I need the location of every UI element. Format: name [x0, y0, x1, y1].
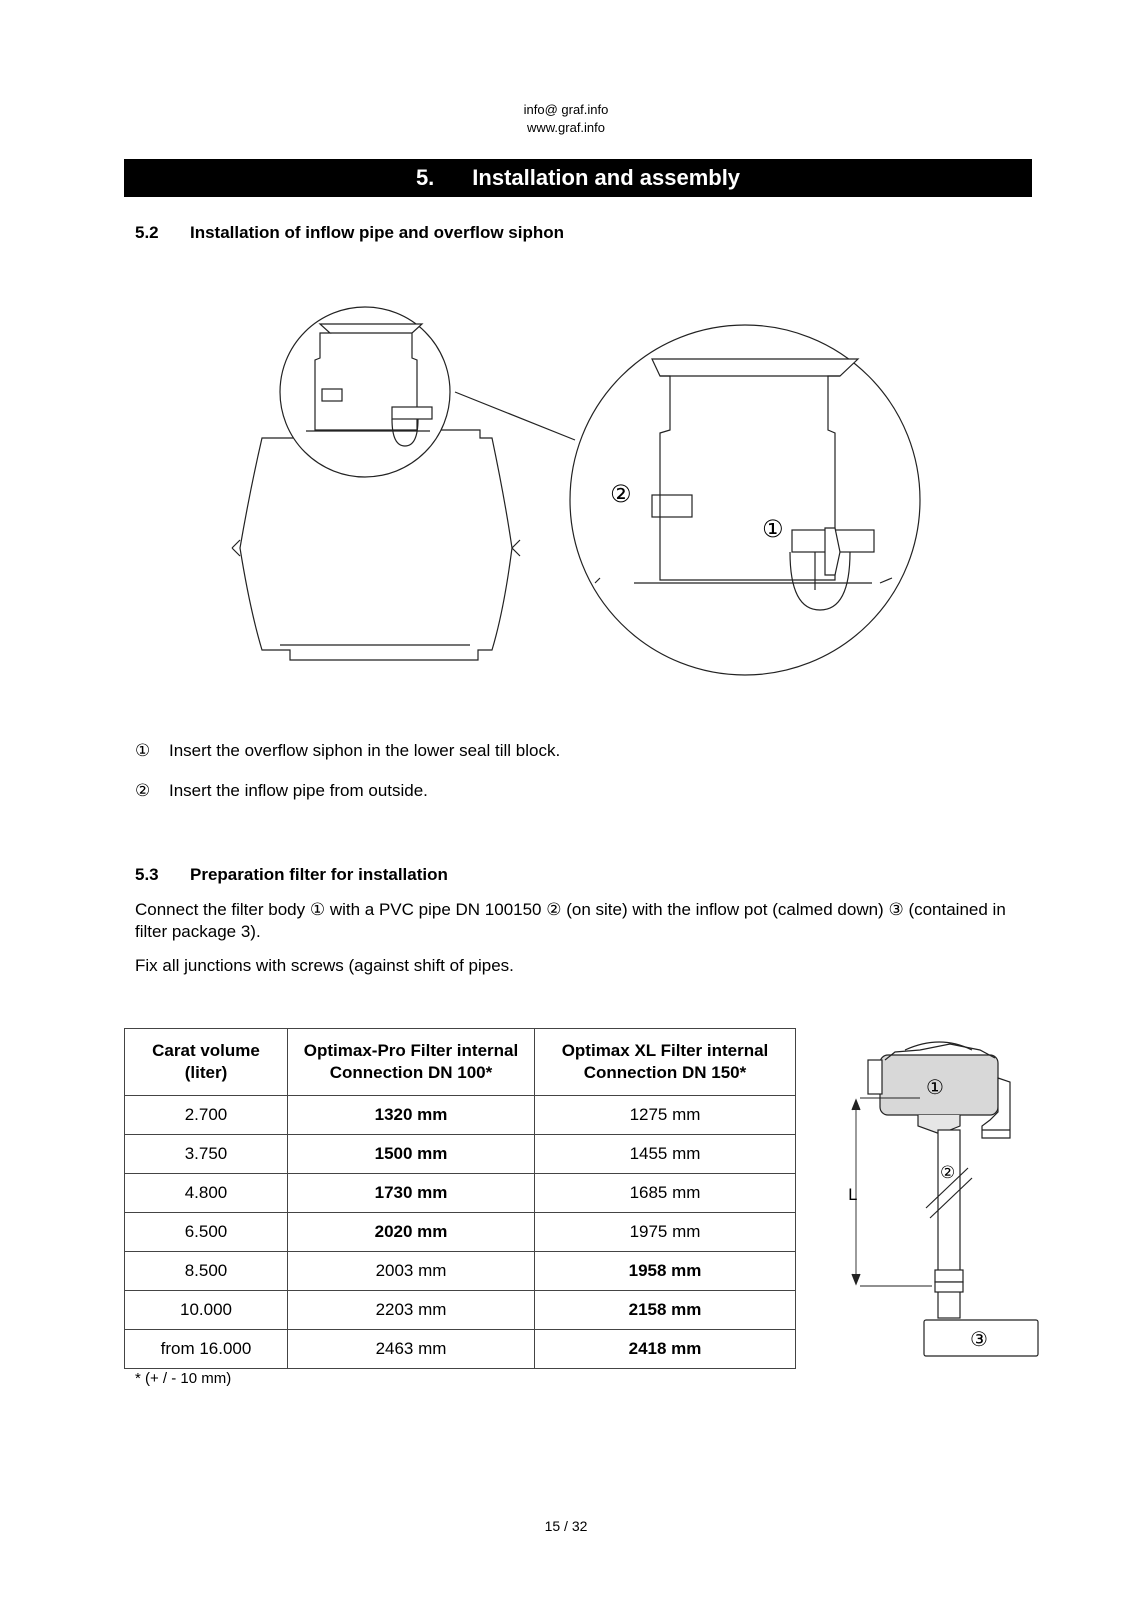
header-line: Optimax-Pro Filter internal	[303, 1041, 519, 1060]
header-carat-volume: Carat volume (liter)	[125, 1029, 288, 1096]
cell-pro: 2003 mm	[288, 1252, 535, 1291]
table-row	[125, 1330, 796, 1369]
cell-volume: 8.500	[125, 1252, 288, 1291]
tank-installation-drawing	[0, 0, 1132, 720]
cell-xl: 1455 mm	[535, 1135, 796, 1174]
cell-volume: 3.750	[125, 1135, 288, 1174]
table-row	[125, 1213, 796, 1252]
step-2-text: Insert the inflow pipe from outside.	[169, 781, 428, 800]
cell-xl: 1975 mm	[535, 1213, 796, 1252]
para-text: Connect the filter body	[135, 900, 306, 919]
subsection-number: 5.2	[135, 223, 159, 242]
header-optimax-pro	[288, 1029, 535, 1096]
page-number: 15 / 32	[544, 1518, 588, 1534]
marker-2: ②	[546, 900, 562, 920]
cell-volume: 10.000	[125, 1291, 288, 1330]
step-1	[135, 740, 560, 762]
cell-volume: 2.700	[125, 1096, 288, 1135]
cell-xl: 1958 mm	[535, 1252, 796, 1291]
header-website: www.graf.info	[526, 120, 606, 135]
header-line: Connection DN 150*	[583, 1063, 747, 1082]
cell-xl: 1275 mm	[535, 1096, 796, 1135]
subsection-number: 5.3	[135, 865, 159, 884]
paragraph-connect-filter	[135, 899, 1030, 943]
table-row	[125, 1174, 796, 1213]
table-footnote: * (+ / - 10 mm)	[135, 1370, 232, 1387]
header-email: info@ graf.info	[523, 102, 609, 117]
cell-pro: 1730 mm	[288, 1174, 535, 1213]
step-1-marker: ①	[135, 741, 151, 761]
cell-pro: 1320 mm	[288, 1096, 535, 1135]
para-text: (contained in filter package 3).	[135, 900, 1006, 941]
step-2-marker: ②	[135, 781, 151, 801]
dimension-label: L	[848, 1185, 857, 1204]
filter-assembly-drawing	[848, 1030, 1040, 1360]
para-text: with a PVC pipe DN 100150	[329, 900, 542, 919]
callout-2: ②	[610, 480, 632, 508]
filter-marker-2: ②	[940, 1163, 956, 1183]
section-number: 5.	[415, 165, 435, 190]
paragraph-fix-junctions: Fix all junctions with screws (against shift of pipes.	[135, 956, 514, 975]
cell-xl: 2418 mm	[535, 1330, 796, 1369]
cell-volume: 4.800	[125, 1174, 288, 1213]
cell-volume: from 16.000	[125, 1330, 288, 1369]
subsection-title: Preparation filter for installation	[190, 865, 448, 884]
callout-1: ①	[762, 515, 784, 543]
table-row	[125, 1291, 796, 1330]
cell-pro: 2203 mm	[288, 1291, 535, 1330]
cell-xl: 2158 mm	[535, 1291, 796, 1330]
subsection-title: Installation of inflow pipe and overflow siphon	[190, 223, 564, 242]
cell-pro: 2020 mm	[288, 1213, 535, 1252]
cell-pro: 2463 mm	[288, 1330, 535, 1369]
table-row	[125, 1135, 796, 1174]
section-title: Installation and assembly	[472, 165, 741, 190]
table-header-row	[125, 1029, 796, 1096]
para-text: (on site) with the inflow pot (calmed down)	[566, 900, 884, 919]
filter-length-table	[124, 1028, 796, 1369]
header-line: Optimax XL Filter internal	[561, 1041, 769, 1060]
filter-marker-1: ①	[926, 1075, 944, 1099]
step-2	[135, 780, 428, 802]
cell-xl: 1685 mm	[535, 1174, 796, 1213]
marker-3: ③	[888, 900, 904, 920]
header-line: Connection DN 100*	[329, 1063, 493, 1082]
filter-marker-3: ③	[970, 1327, 988, 1351]
cell-volume: 6.500	[125, 1213, 288, 1252]
marker-1: ①	[309, 900, 326, 920]
detail-connector-line	[455, 392, 575, 440]
header-optimax-xl	[535, 1029, 796, 1096]
step-1-text: Insert the overflow siphon in the lower seal till block.	[169, 741, 561, 760]
cell-pro: 1500 mm	[288, 1135, 535, 1174]
subsection-heading-5-3	[135, 864, 448, 886]
table-row	[125, 1252, 796, 1291]
table-row	[125, 1096, 796, 1135]
